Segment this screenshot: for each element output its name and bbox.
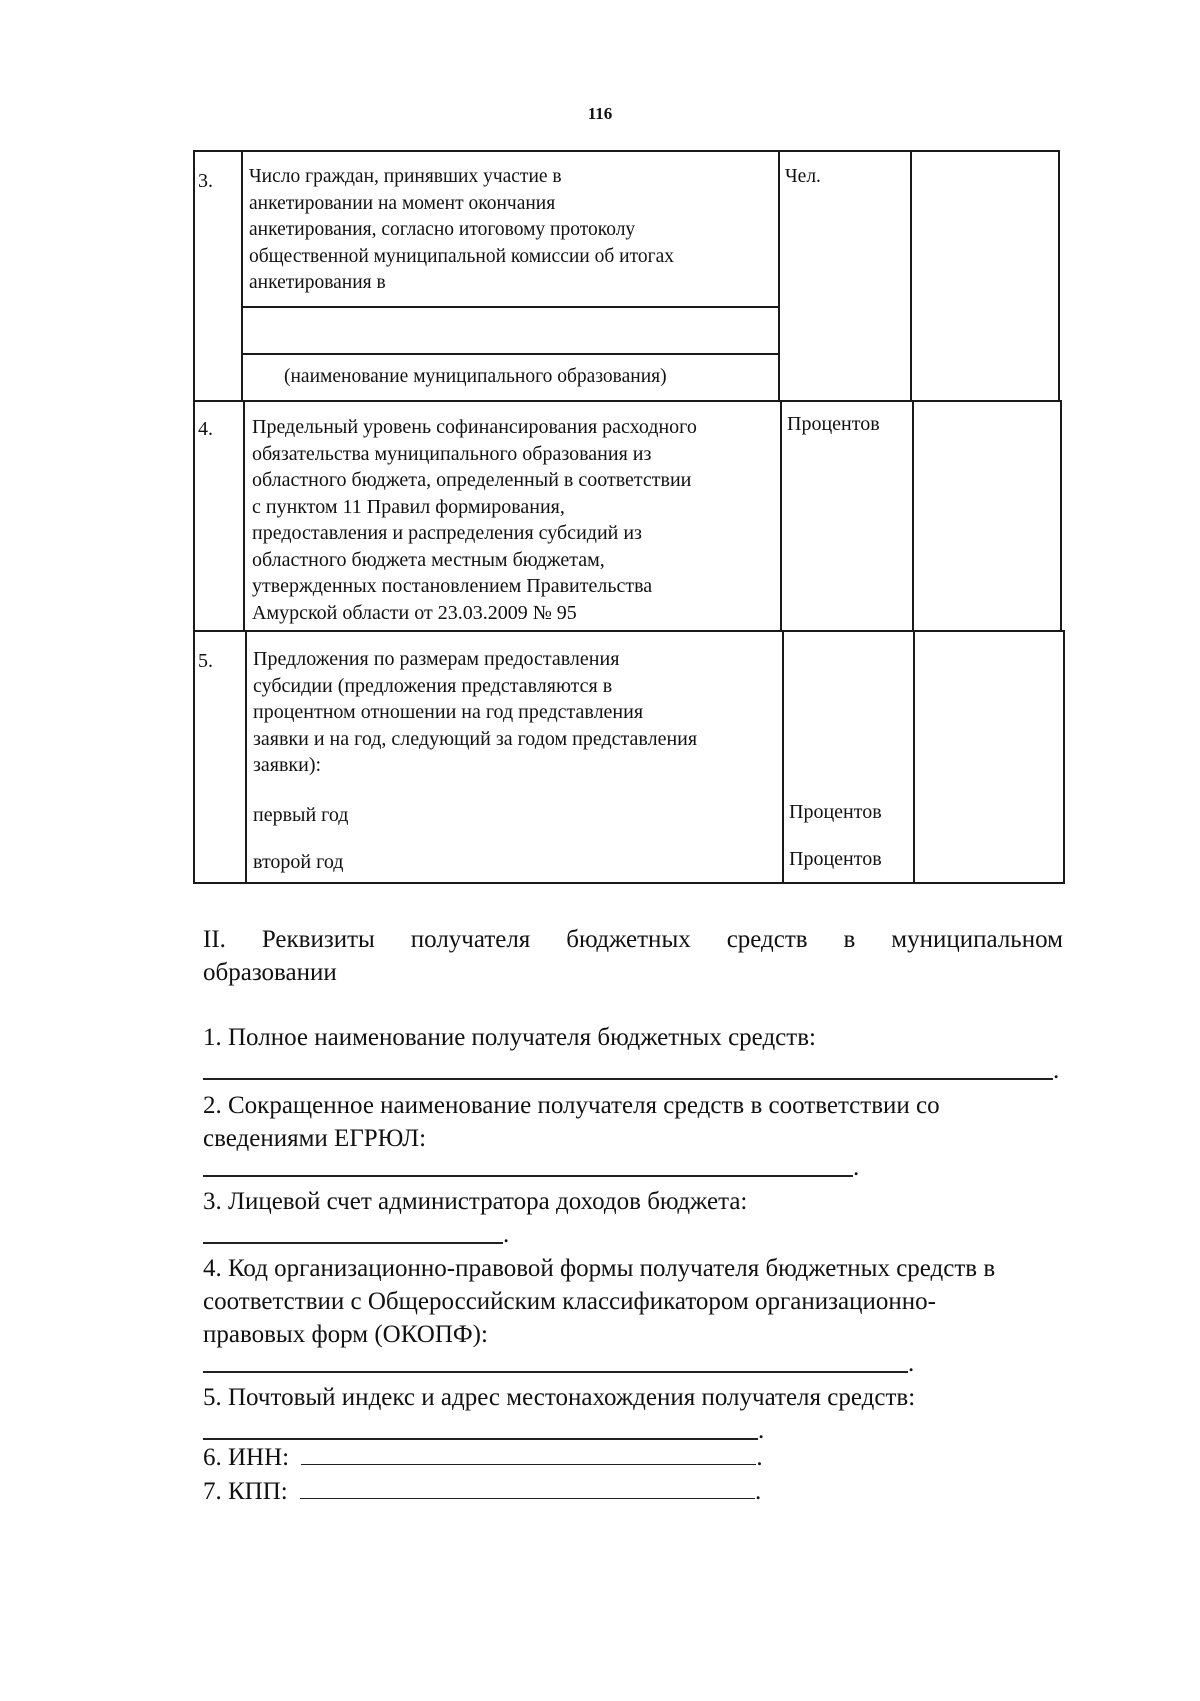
section-title-line: образовании [203, 959, 337, 986]
end-mark: . [908, 1350, 915, 1377]
unit-label: Чел. [785, 166, 821, 187]
field-label: сведениями ЕГРЮЛ: [203, 1125, 427, 1152]
table-border [910, 150, 912, 402]
table-border [241, 306, 779, 308]
input-line[interactable] [203, 1371, 908, 1373]
unit-label: Процентов [789, 848, 882, 870]
row-text-line: заявки и на год, следующий за годом представления [253, 727, 698, 750]
table-border [193, 150, 195, 402]
table-border [913, 630, 915, 884]
page-number: 116 [587, 104, 613, 123]
inn-input-line[interactable] [301, 1442, 756, 1465]
row-number: 5. [198, 650, 213, 672]
end-mark: . [756, 1444, 763, 1471]
end-mark: . [503, 1221, 510, 1248]
table-border [1063, 630, 1065, 884]
row-text-line: Число граждан, принявших участие в [249, 166, 562, 187]
row-text-line: процентном отношении на год представления [253, 701, 644, 723]
row-text-line: Амурской области от 23.03.2009 № 95 [252, 601, 577, 624]
end-mark: . [1053, 1057, 1060, 1084]
end-mark: . [758, 1417, 765, 1444]
kpp-input-line[interactable] [300, 1476, 755, 1499]
field-label: соответствии с Общероссийским классификатором организационно- [203, 1288, 936, 1315]
section-title-word: средств [726, 926, 808, 953]
row-number: 3. [198, 170, 213, 192]
field-caption: (наименование муниципального образования) [284, 366, 667, 387]
row-text-line: субсидии (предложения представляются в [253, 674, 613, 697]
section-title-word: Реквизиты [261, 926, 375, 953]
field-label: правовых форм (ОКОПФ): [203, 1321, 488, 1348]
row-text-line: анкетирования, согласно итоговому протоколу [249, 219, 636, 240]
row-text-line: обязательства муниципального образования из [252, 442, 652, 465]
field-label: 3. Лицевой счет администратора доходов бюджета: [203, 1188, 748, 1215]
section-title-word: бюджетных [566, 926, 691, 953]
row-text-line: областного бюджета местным бюджетам, [252, 548, 605, 571]
table-border [193, 882, 1065, 884]
row-text-line: анкетирования в [249, 272, 386, 293]
sub-row-label: первый год [253, 804, 349, 826]
section-title-word: муниципальном [891, 926, 1063, 953]
input-line[interactable] [203, 1242, 503, 1244]
field-label: 2. Сокращенное наименование получателя средств в соответствии со [203, 1092, 940, 1119]
row-text-line: анкетировании на момент окончания [249, 192, 556, 214]
field-label: 6. ИНН: [203, 1444, 290, 1471]
section-title [203, 923, 1063, 989]
value-cell[interactable] [913, 153, 1057, 399]
end-mark: . [754, 1478, 762, 1505]
section-title-word: получателя [410, 926, 531, 953]
table-border [780, 400, 782, 632]
row-description [253, 646, 697, 779]
input-line[interactable] [203, 1438, 758, 1440]
field-label: 7. КПП: [203, 1478, 288, 1505]
table-border [241, 353, 779, 355]
table-border [1058, 150, 1060, 402]
table-border [193, 630, 195, 884]
value-cell[interactable] [916, 633, 1062, 881]
input-line[interactable] [203, 1175, 853, 1177]
row-description [249, 164, 674, 297]
row-number: 4. [198, 418, 213, 440]
kpp-field [203, 1475, 761, 1508]
table-border [778, 150, 780, 402]
row-text-line: заявки): [253, 754, 322, 776]
value-cell[interactable] [915, 403, 1059, 629]
table-border [241, 150, 243, 402]
inn-field [203, 1441, 763, 1474]
unit-label: Процентов [789, 801, 882, 823]
municipality-name-field[interactable] [244, 309, 777, 352]
table-border [193, 150, 1060, 152]
field-label: 4. Код организационно-правовой формы получателя бюджетных средств в [203, 1255, 996, 1282]
table-border [1060, 400, 1062, 632]
row-description [252, 414, 697, 626]
table-border [782, 630, 784, 884]
row-text-line: Предельный уровень софинансирования расходного [252, 416, 697, 438]
table-border [245, 630, 247, 884]
row-text-line: областного бюджета, определенный в соответствии [252, 469, 692, 491]
input-line[interactable] [203, 1078, 1053, 1080]
row-text-line: с пунктом 11 Правил формирования, [252, 495, 565, 518]
field-label: 5. Почтовый индекс и адрес местонахождения получателя средств: [203, 1384, 916, 1411]
row-text-line: предоставления и распределения субсидий из [252, 522, 642, 544]
table-border [912, 400, 914, 632]
section-title-word: II. [203, 926, 226, 953]
table-border [243, 400, 245, 632]
unit-label: Процентов [787, 413, 880, 435]
table-border [193, 400, 1060, 402]
section-title-word: в [843, 926, 856, 953]
sub-row-label: второй год [253, 851, 344, 873]
table-border [193, 630, 1065, 632]
table-border [193, 400, 195, 632]
row-text-line: утвержденных постановлением Правительства [252, 575, 653, 597]
row-text-line: общественной муниципальной комиссии об итогах [249, 245, 674, 267]
row-text-line: Предложения по размерам предоставления [253, 648, 620, 670]
field-label: 1. Полное наименование получателя бюджетных средств: [203, 1024, 816, 1051]
end-mark: . [853, 1154, 860, 1181]
